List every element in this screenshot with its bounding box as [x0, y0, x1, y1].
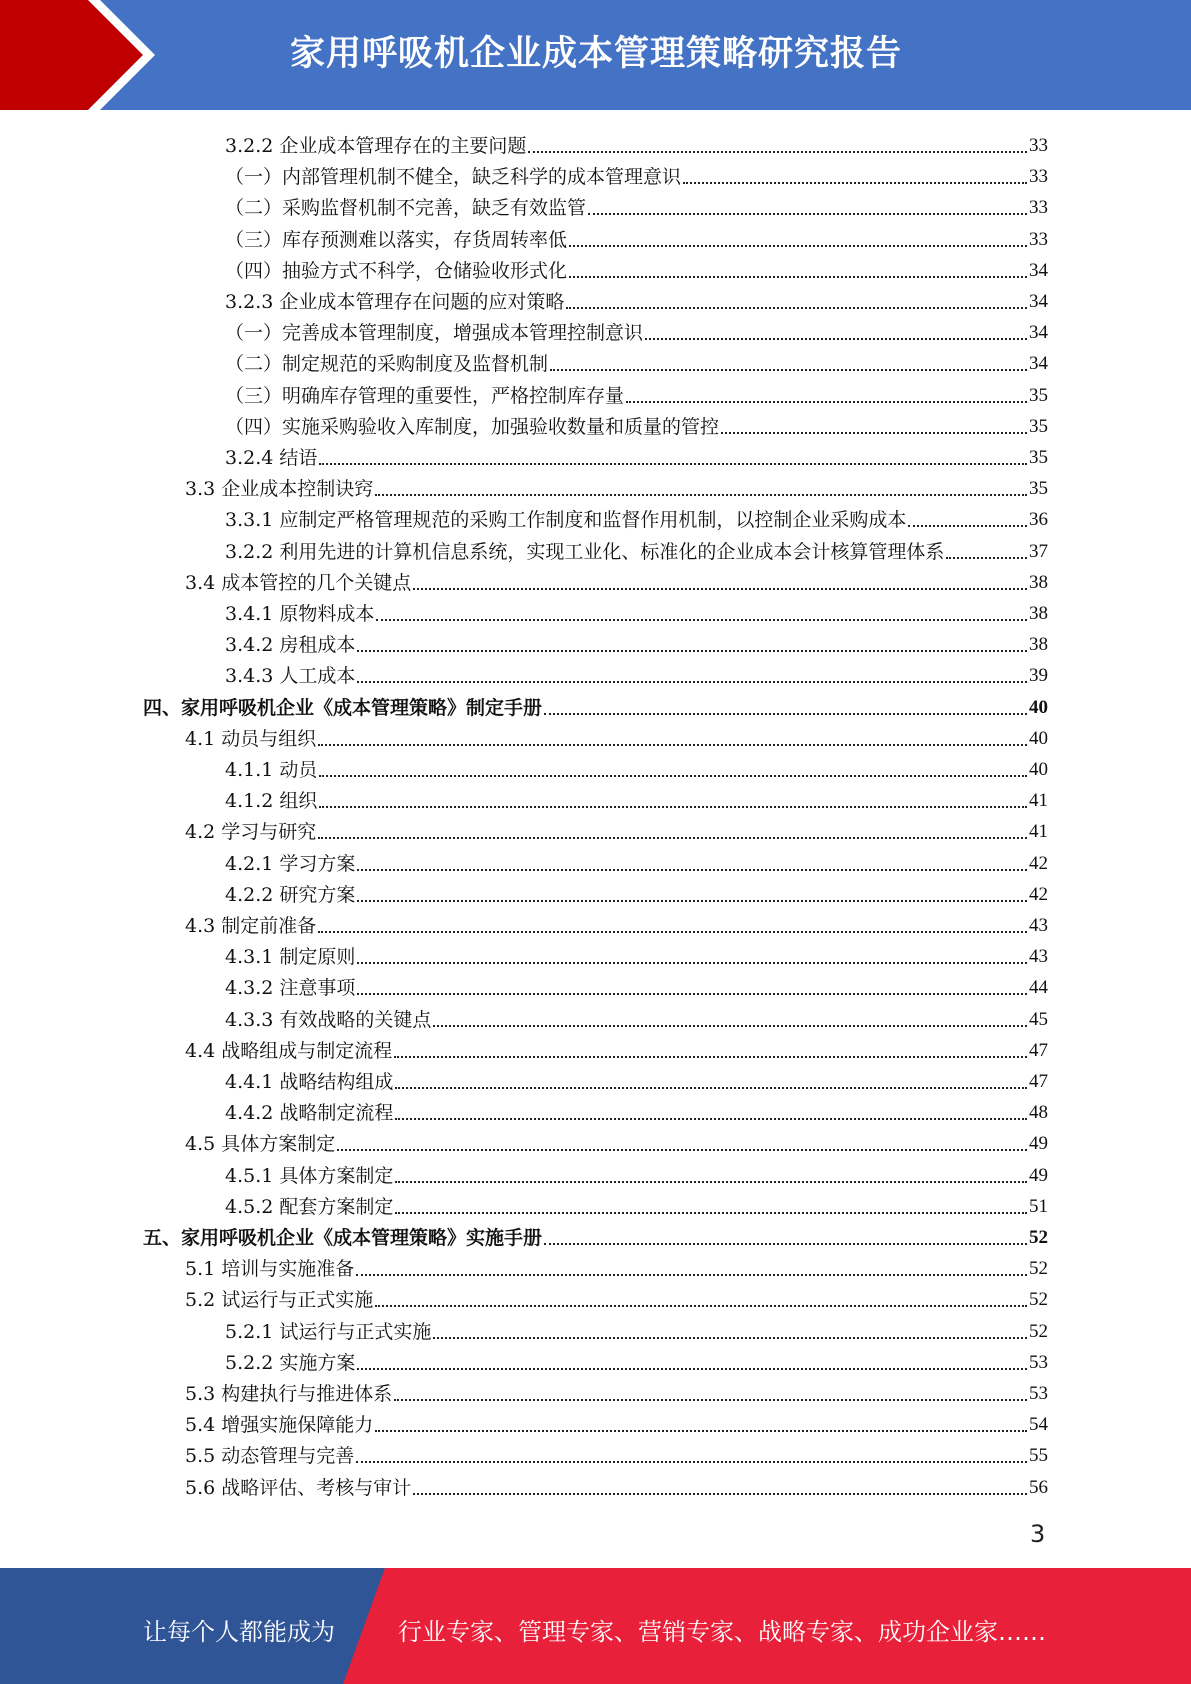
toc-entry-page: 34	[1029, 322, 1048, 344]
toc-dot-leader	[356, 1274, 1027, 1276]
toc-entry-page: 42	[1029, 883, 1048, 905]
toc-dot-leader	[433, 1337, 1027, 1339]
toc-dot-leader	[413, 1493, 1027, 1495]
toc-dot-leader	[395, 1087, 1027, 1089]
toc-entry-label: 4.2.2 研究方案	[225, 883, 356, 906]
toc-entry[interactable]	[185, 1282, 1048, 1313]
toc-dot-leader	[318, 837, 1027, 839]
toc-dot-leader	[569, 245, 1027, 247]
toc-dot-leader	[376, 619, 1027, 621]
toc-entry-label: 3.3 企业成本控制诀窍	[185, 478, 374, 501]
toc-entry-label: 3.2.2 利用先进的计算机信息系统，实现工业化、标准化的企业成本会计核算管理体系	[225, 540, 945, 563]
toc-entry-label: （一）内部管理机制不健全，缺乏科学的成本管理意识	[225, 166, 682, 189]
toc-entry-label: 4.3 制定前准备	[185, 915, 317, 937]
toc-entry-label: 3.4 成本管控的几个关键点	[185, 571, 412, 594]
toc-entry-label: 4.4.1 战略结构组成	[225, 1071, 394, 1093]
toc-entry[interactable]	[225, 159, 1048, 190]
toc-entry-page: 52	[1029, 1258, 1048, 1280]
toc-entry[interactable]	[225, 1189, 1048, 1220]
toc-entry-page: 48	[1029, 1102, 1048, 1124]
toc-entry[interactable]	[225, 1095, 1048, 1126]
toc-dot-leader	[375, 1305, 1027, 1307]
toc-entry[interactable]	[185, 908, 1048, 939]
toc-entry-page: 42	[1029, 852, 1048, 874]
toc-entry[interactable]	[143, 1220, 1048, 1251]
toc-dot-leader	[626, 401, 1027, 403]
toc-entry-label: 5.5 动态管理与完善	[185, 1445, 355, 1468]
toc-dot-leader	[569, 276, 1027, 278]
toc-entry-page: 33	[1029, 228, 1048, 250]
toc-entry[interactable]	[185, 471, 1048, 502]
toc-dot-leader	[645, 338, 1027, 340]
toc-dot-leader	[588, 213, 1027, 215]
toc-entry[interactable]	[185, 1033, 1048, 1064]
toc-entry[interactable]	[225, 222, 1048, 253]
toc-entry[interactable]	[225, 783, 1048, 814]
toc-entry-page: 44	[1029, 977, 1048, 999]
toc-dot-leader	[319, 463, 1027, 465]
toc-entry-label: 5.4 增强实施保障能力	[185, 1414, 374, 1437]
toc-entry[interactable]	[225, 502, 1048, 533]
toc-entry-page: 40	[1029, 759, 1048, 780]
toc-entry-label: （一）完善成本管理制度，增强成本管理控制意识	[225, 322, 644, 345]
toc-dot-leader	[908, 525, 1027, 527]
toc-entry[interactable]	[225, 253, 1048, 284]
toc-entry-page: 52	[1029, 1320, 1048, 1342]
toc-entry[interactable]	[185, 1376, 1048, 1407]
toc-entry-label: （四）抽验方式不科学，仓储验收形式化	[225, 259, 568, 282]
toc-dot-leader	[394, 1399, 1027, 1401]
toc-entry-label: 4.5.2 配套方案制定	[225, 1195, 394, 1218]
toc-entry-page: 35	[1029, 415, 1048, 437]
toc-entry-page: 38	[1029, 603, 1048, 624]
toc-entry-label: （二）制定规范的采购制度及监督机制	[225, 353, 549, 376]
toc-entry-label: 5.3 构建执行与推进体系	[185, 1383, 393, 1405]
toc-entry-page: 33	[1029, 197, 1048, 219]
toc-entry[interactable]	[185, 1470, 1048, 1501]
toc-entry[interactable]	[185, 1251, 1048, 1282]
toc-entry[interactable]	[225, 128, 1048, 159]
toc-dot-leader	[413, 588, 1027, 590]
toc-entry-label: （三）库存预测难以落实，存货周转率低	[225, 228, 568, 251]
toc-entry-page: 45	[1029, 1008, 1048, 1030]
toc-entry-label: 4.2.1 学习方案	[225, 852, 356, 875]
toc-entry[interactable]	[185, 814, 1048, 845]
toc-dot-leader	[357, 993, 1027, 995]
toc-entry-label: 四、家用呼吸机企业《成本管理策略》制定手册	[143, 696, 543, 719]
toc-entry-page: 49	[1029, 1164, 1048, 1186]
toc-dot-leader	[357, 681, 1027, 683]
toc-dot-leader	[683, 182, 1027, 184]
toc-entry[interactable]	[185, 1126, 1048, 1157]
toc-entry-label: 4.2 学习与研究	[185, 821, 317, 844]
toc-entry-page: 43	[1029, 946, 1048, 968]
toc-dot-leader	[544, 713, 1027, 715]
toc-entry[interactable]	[225, 877, 1048, 908]
toc-dot-leader	[528, 151, 1027, 153]
toc-entry-label: 5.2 试运行与正式实施	[185, 1289, 374, 1312]
toc-entry[interactable]	[185, 1407, 1048, 1438]
toc-entry-label: 4.3.3 有效战略的关键点	[225, 1008, 432, 1031]
toc-entry[interactable]	[225, 1345, 1048, 1376]
toc-entry-page: 34	[1029, 353, 1048, 375]
toc-entry-page: 40	[1029, 727, 1048, 749]
toc-entry-label: 3.2.2 企业成本管理存在的主要问题	[225, 135, 527, 157]
toc-entry-label: 3.4.1 原物料成本	[225, 603, 375, 625]
toc-entry-page: 34	[1029, 259, 1048, 281]
toc-entry-page: 35	[1029, 447, 1048, 468]
toc-dot-leader	[357, 962, 1027, 964]
toc-entry-page: 38	[1029, 571, 1048, 593]
header-arrow-decoration	[0, 0, 200, 110]
toc-dot-leader	[395, 1181, 1027, 1183]
toc-dot-leader	[319, 806, 1027, 808]
toc-entry-page: 52	[1029, 1289, 1048, 1311]
toc-entry-page: 56	[1029, 1476, 1048, 1498]
toc-entry[interactable]	[225, 846, 1048, 877]
toc-dot-leader	[357, 1368, 1027, 1370]
toc-dot-leader	[319, 775, 1027, 777]
toc-dot-leader	[318, 744, 1027, 746]
toc-entry[interactable]	[225, 1064, 1048, 1095]
page-header	[0, 0, 1191, 110]
toc-entry[interactable]	[185, 1438, 1048, 1469]
toc-entry-label: 4.1 动员与组织	[185, 727, 317, 750]
toc-dot-leader	[566, 307, 1027, 309]
header-title: 家用呼吸机企业成本管理策略研究报告	[290, 34, 903, 74]
toc-entry-label: 3.3.1 应制定严格管理规范的采购工作制度和监督作用机制，以控制企业采购成本	[225, 509, 907, 532]
toc-entry-label: （三）明确库存管理的重要性，严格控制库存量	[225, 384, 625, 407]
toc-entry-page: 35	[1029, 384, 1048, 406]
toc-entry[interactable]	[225, 939, 1048, 970]
toc-entry-page: 37	[1029, 540, 1048, 562]
toc-entry-page: 43	[1029, 915, 1048, 936]
toc-entry-page: 51	[1029, 1195, 1048, 1217]
footer-slogan-left: 让每个人都能成为	[143, 1618, 335, 1646]
toc-entry-label: 五、家用呼吸机企业《成本管理策略》实施手册	[143, 1227, 543, 1249]
toc-entry-page: 35	[1029, 478, 1048, 500]
toc-entry[interactable]	[225, 970, 1048, 1001]
toc-entry-page: 47	[1029, 1071, 1048, 1092]
toc-entry-page: 38	[1029, 634, 1048, 656]
toc-entry-label: 4.3.1 制定原则	[225, 946, 356, 969]
toc-entry-label: 4.1.2 组织	[225, 790, 318, 813]
toc-entry[interactable]	[225, 409, 1048, 440]
toc-entry-label: 4.4.2 战略制定流程	[225, 1102, 394, 1125]
toc-entry-page: 49	[1029, 1133, 1048, 1155]
toc-entry-label: 5.2.1 试运行与正式实施	[225, 1320, 432, 1343]
toc-dot-leader	[357, 650, 1027, 652]
toc-dot-leader	[375, 1430, 1027, 1432]
toc-entry-label: 4.5.1 具体方案制定	[225, 1164, 394, 1187]
toc-entry-page: 47	[1029, 1039, 1048, 1061]
toc-entry-page: 53	[1029, 1383, 1048, 1404]
toc-entry-label: 3.2.3 企业成本管理存在问题的应对策略	[225, 291, 565, 313]
toc-dot-leader	[721, 432, 1027, 434]
toc-entry-label: 3.4.3 人工成本	[225, 665, 356, 688]
toc-entry-page: 40	[1029, 696, 1048, 718]
toc-dot-leader	[395, 1212, 1027, 1214]
toc-dot-leader	[544, 1243, 1027, 1245]
toc-entry-label: 4.3.2 注意事项	[225, 977, 356, 1000]
toc-entry-label: 5.6 战略评估、考核与审计	[185, 1476, 412, 1499]
toc-entry-page: 41	[1029, 821, 1048, 843]
toc-entry-page: 52	[1029, 1227, 1048, 1248]
toc-entry[interactable]	[225, 627, 1048, 658]
footer-slogan-right: 行业专家、管理专家、营销专家、战略专家、成功企业家……	[398, 1618, 1046, 1646]
toc-entry[interactable]	[225, 1158, 1048, 1189]
toc-entry[interactable]	[225, 378, 1048, 409]
toc-dot-leader	[946, 557, 1027, 559]
toc-entry-page: 55	[1029, 1445, 1048, 1467]
toc-entry[interactable]	[225, 440, 1048, 471]
toc-entry-page: 33	[1029, 135, 1048, 156]
toc-entry-label: 4.1.1 动员	[225, 759, 318, 781]
toc-entry-page: 53	[1029, 1351, 1048, 1373]
toc-dot-leader	[357, 900, 1027, 902]
toc-dot-leader	[550, 369, 1027, 371]
toc-entry[interactable]	[225, 658, 1048, 689]
toc-entry-page: 54	[1029, 1414, 1048, 1436]
toc-entry[interactable]	[225, 596, 1048, 627]
toc-entry[interactable]	[225, 752, 1048, 783]
toc-entry-page: 33	[1029, 166, 1048, 188]
toc-entry[interactable]	[225, 1002, 1048, 1033]
toc-entry[interactable]	[143, 690, 1048, 721]
toc-dot-leader	[433, 1025, 1027, 1027]
toc-dot-leader	[337, 1149, 1027, 1151]
page-number: 3	[1030, 1520, 1046, 1548]
toc-entry-label: 5.1 培训与实施准备	[185, 1258, 355, 1281]
toc-entry[interactable]	[225, 284, 1048, 315]
toc-entry-label: 3.4.2 房租成本	[225, 634, 356, 657]
toc-entry-page: 34	[1029, 291, 1048, 312]
toc-dot-leader	[395, 1118, 1027, 1120]
toc-dot-leader	[357, 869, 1027, 871]
toc-entry-label: （二）采购监督机制不完善，缺乏有效监管	[225, 197, 587, 220]
toc-entry[interactable]	[225, 1314, 1048, 1345]
toc-dot-leader	[356, 1461, 1027, 1463]
toc-entry-page: 36	[1029, 509, 1048, 531]
toc-entry-label: 4.4 战略组成与制定流程	[185, 1039, 393, 1062]
toc-dot-leader	[394, 1056, 1027, 1058]
toc-entry[interactable]	[185, 565, 1048, 596]
toc-entry-label: 3.2.4 结语	[225, 447, 318, 469]
toc-entry[interactable]	[185, 721, 1048, 752]
toc-dot-leader	[318, 931, 1027, 933]
toc-entry[interactable]	[225, 534, 1048, 565]
toc-entry[interactable]	[225, 315, 1048, 346]
toc-entry-label: （四）实施采购验收入库制度，加强验收数量和质量的管控	[225, 415, 720, 438]
page-footer	[0, 1568, 1191, 1684]
toc-dot-leader	[375, 494, 1027, 496]
toc-entry-page: 39	[1029, 665, 1048, 687]
toc-entry-label: 5.2.2 实施方案	[225, 1351, 356, 1374]
toc-entry-label: 4.5 具体方案制定	[185, 1133, 336, 1156]
toc-entry[interactable]	[225, 346, 1048, 377]
toc-entry-page: 41	[1029, 790, 1048, 812]
toc-entry[interactable]	[225, 190, 1048, 221]
